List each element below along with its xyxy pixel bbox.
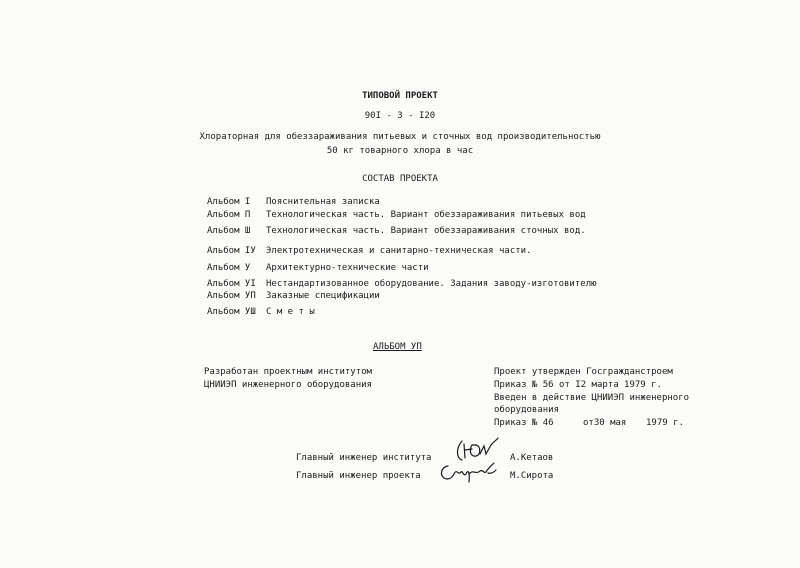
album-row (207, 280, 597, 289)
composition-heading: СОСТАВ ПРОЕКТА (362, 174, 438, 184)
approval-order-label: Приказ № 46 (494, 418, 554, 428)
album-number: Альбом IУ (207, 246, 256, 256)
album-title: Архитектурно-технические части (266, 263, 429, 273)
approval-line2: Приказ № 56 от I2 марта 1979 г. (494, 380, 662, 390)
chief-engineer-project-name: М.Сирота (510, 471, 554, 481)
approval-line4: оборудования (494, 405, 560, 415)
album-title: Технологическая часть. Вариант обеззараживания сточных вод. (266, 226, 586, 236)
album-number: Альбом УП (207, 291, 256, 301)
project-description-line2: 50 кг товарного хлора в час (326, 146, 474, 156)
developer-line2: ЦНИИЭП инженерного оборудования (204, 380, 372, 390)
album-title: Технологическая часть. Вариант обеззараживания питьевых вод (266, 210, 586, 220)
approval-line1: Проект утвержден Госгражданстроем (494, 367, 673, 377)
chief-engineer-project-role: Главный инженер проекта (296, 471, 421, 481)
album-row (207, 211, 586, 220)
signature-project-engineer (436, 459, 500, 489)
album-row (207, 308, 315, 317)
project-description-line1: Хлораторная для обеззараживания питьевых и сточных вод производительностью (199, 132, 601, 142)
current-album-label: АЛЬБОМ УП (373, 342, 422, 352)
album-title: Заказные спецификации (266, 291, 380, 301)
album-title: С м е т ы (266, 307, 315, 317)
album-title: Пояснительная записка (266, 197, 380, 207)
album-row (207, 264, 429, 273)
project-code: 90I - 3 - I20 (364, 111, 436, 121)
album-row (207, 292, 380, 301)
developer-line1: Разработан проектным институтом (204, 367, 372, 377)
album-row (207, 247, 532, 256)
album-number: Альбом УШ (207, 307, 256, 317)
album-row (207, 227, 586, 236)
album-number: Альбом Ш (207, 226, 251, 236)
approval-order-year: 1979 г. (646, 418, 684, 428)
album-row (207, 198, 380, 207)
album-title: Нестандартизованное оборудование. Задания заводу-изготовителю (266, 279, 597, 289)
chief-engineer-institute-name: А.Кетаов (510, 453, 554, 463)
approval-order-date: от30 мая (583, 418, 627, 428)
chief-engineer-institute-role: Главный инженер института (296, 453, 432, 463)
album-number: Альбом I (207, 197, 251, 207)
album-number: Альбом У (207, 263, 251, 273)
approval-line3: Введен в действие ЦНИИЭП инженерного (494, 393, 690, 403)
album-number: Альбом УI (207, 279, 256, 289)
album-number: Альбом П (207, 210, 251, 220)
album-title: Электротехническая и санитарно-техническая части. (266, 246, 532, 256)
project-type-title: ТИПОВОЙ ПРОЕКТ (362, 91, 438, 101)
